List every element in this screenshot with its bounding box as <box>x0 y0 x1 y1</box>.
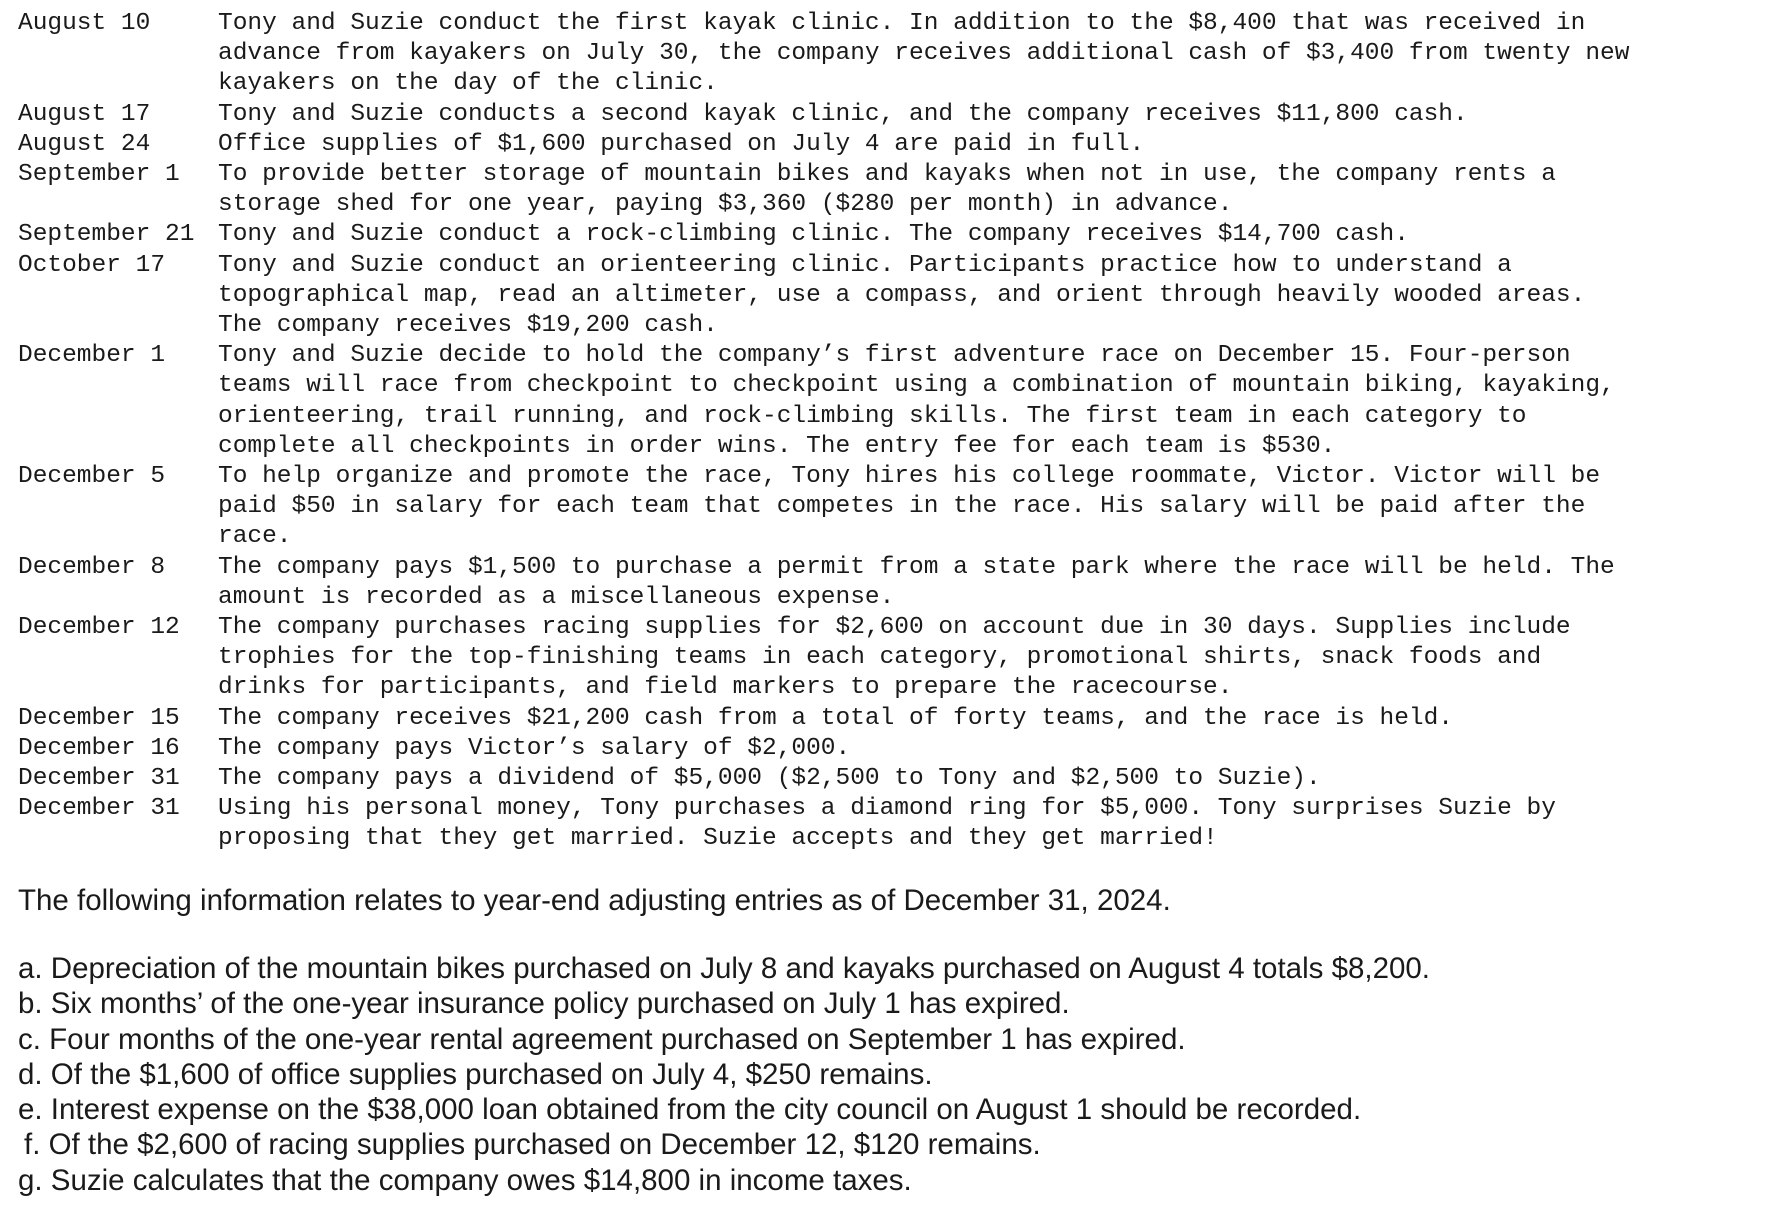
transaction-date: December 31 <box>18 765 180 793</box>
transaction-description <box>218 100 1758 130</box>
transaction-row <box>18 130 1758 160</box>
transaction-description <box>218 613 1758 704</box>
transaction-description-line: storage shed for one year, paying $3,360 ($280 per month) in advance. <box>218 191 1233 219</box>
transaction-description-line: To help organize and promote the race, Tony hires his college roommate, Victor. Victor will be <box>218 463 1601 491</box>
transaction-description-line: To provide better storage of mountain bikes and kayaks when not in use, the company rents a <box>218 161 1556 189</box>
transaction-date: December 1 <box>18 342 166 370</box>
transaction-date: December 5 <box>18 463 166 491</box>
transaction-description-line: Using his personal money, Tony purchases a diamond ring for $5,000. Tony surprises Suzie by <box>218 795 1556 823</box>
transaction-description-line: Tony and Suzie conducts a second kayak clinic, and the company receives $11,800 cash. <box>218 100 1468 128</box>
adjusting-entries-list <box>18 951 1758 1198</box>
transaction-description <box>218 220 1758 250</box>
transaction-row <box>18 9 1758 100</box>
adjustment-item-b: b. Six months’ of the one-year insurance policy purchased on July 1 has expired. <box>18 987 1070 1021</box>
transaction-description <box>218 160 1758 220</box>
adjustment-item-f: f. Of the $2,600 of racing supplies purchased on December 12, $120 remains. <box>24 1128 1041 1162</box>
transaction-description-line: teams will race from checkpoint to checkpoint using a combination of mountain biking, kayaking, <box>218 372 1615 400</box>
transaction-description <box>218 553 1758 613</box>
transaction-description-line: race. <box>218 523 292 551</box>
transaction-description-line: Tony and Suzie conduct the first kayak clinic. In addition to the $8,400 that was received in <box>218 10 1586 37</box>
adjustment-item-d: d. Of the $1,600 of office supplies purchased on July 4, $250 remains. <box>18 1057 933 1091</box>
transaction-date: December 31 <box>18 795 180 823</box>
adjustment-item-e: e. Interest expense on the $38,000 loan obtained from the city council on August 1 should be recorded. <box>18 1093 1362 1127</box>
transaction-row <box>18 100 1758 130</box>
transaction-description <box>218 462 1758 553</box>
transaction-description-line: Tony and Suzie decide to hold the company’s first adventure race on December 15. Four-person <box>218 342 1571 370</box>
transaction-description-line: topographical map, read an altimeter, use a compass, and orient through heavily wooded areas. <box>218 281 1586 309</box>
adjustment-item-c: c. Four months of the one-year rental agreement purchased on September 1 has expired. <box>18 1022 1186 1056</box>
transaction-date: August 24 <box>18 130 151 158</box>
transaction-description-line: The company receives $19,200 cash. <box>218 312 718 340</box>
transaction-date: September 1 <box>18 161 180 189</box>
transaction-description-line: paid $50 in salary for each team that competes in the race. His salary will be paid after the <box>218 493 1586 521</box>
transaction-row <box>18 341 1758 462</box>
transaction-description <box>218 9 1758 100</box>
transaction-description <box>218 130 1758 160</box>
transaction-description-line: advance from kayakers on July 30, the company receives additional cash of $3,400 from twenty new <box>218 40 1630 68</box>
transaction-row <box>18 704 1758 734</box>
transaction-date: October 17 <box>18 251 166 279</box>
transaction-row <box>18 160 1758 220</box>
transaction-description-line: The company pays a dividend of $5,000 ($2,500 to Tony and $2,500 to Suzie). <box>218 765 1321 793</box>
transaction-description-line: Tony and Suzie conduct an orienteering clinic. Participants practice how to understand a <box>218 251 1512 279</box>
transaction-description-line: proposing that they get married. Suzie accepts and they get married! <box>218 825 1218 853</box>
transaction-row <box>18 251 1758 342</box>
transaction-description-line: orienteering, trail running, and rock-climbing skills. The first team in each category to <box>218 402 1527 430</box>
transaction-date: December 15 <box>18 704 180 732</box>
transaction-date: September 21 <box>18 221 195 249</box>
transaction-description-line: The company pays Victor’s salary of $2,000. <box>218 734 851 762</box>
transaction-row <box>18 764 1758 794</box>
transaction-description <box>218 341 1758 462</box>
transaction-description-line: trophies for the top-finishing teams in each category, promotional shirts, snack foods and <box>218 644 1542 672</box>
transaction-description-line: drinks for participants, and field markers to prepare the racecourse. <box>218 674 1233 702</box>
adjustment-item-a: a. Depreciation of the mountain bikes purchased on July 8 and kayaks purchased on August 4 totals $8,200. <box>18 952 1430 985</box>
transaction-description-line: The company receives $21,200 cash from a total of forty teams, and the race is held. <box>218 704 1454 732</box>
transaction-description <box>218 764 1758 794</box>
transaction-description <box>218 251 1758 342</box>
transaction-description-line: kayakers on the day of the clinic. <box>218 70 718 98</box>
transaction-row <box>18 462 1758 553</box>
transaction-row <box>18 220 1758 250</box>
transaction-row <box>18 734 1758 764</box>
transaction-row <box>18 553 1758 613</box>
adjusting-entries-intro: The following information relates to year-end adjusting entries as of December 31, 2024. <box>18 884 1171 917</box>
transaction-date: December 8 <box>18 553 166 581</box>
transaction-date: December 16 <box>18 734 180 762</box>
transaction-description-line: amount is recorded as a miscellaneous expense. <box>218 583 895 611</box>
transaction-row <box>18 613 1758 704</box>
adjustment-item-g: g. Suzie calculates that the company owes $14,800 in income taxes. <box>18 1163 912 1197</box>
transaction-description <box>218 704 1758 734</box>
transaction-description-line: The company purchases racing supplies for $2,600 on account due in 30 days. Supplies include <box>218 614 1571 642</box>
transaction-row <box>18 794 1758 854</box>
transaction-description-line: Tony and Suzie conduct a rock-climbing clinic. The company receives $14,700 cash. <box>218 221 1409 249</box>
transaction-description-line: Office supplies of $1,600 purchased on July 4 are paid in full. <box>218 130 1145 158</box>
transaction-description-line: The company pays $1,500 to purchase a permit from a state park where the race will be held. The <box>218 553 1615 581</box>
transaction-date: August 10 <box>18 10 151 37</box>
transaction-date: December 12 <box>18 614 180 642</box>
transaction-description <box>218 794 1758 854</box>
transaction-list <box>18 9 1758 855</box>
transaction-description-line: complete all checkpoints in order wins. The entry fee for each team is $530. <box>218 432 1336 460</box>
transaction-description <box>218 734 1758 764</box>
adjusting-entries-section <box>18 883 1758 1198</box>
transaction-date: August 17 <box>18 100 151 128</box>
